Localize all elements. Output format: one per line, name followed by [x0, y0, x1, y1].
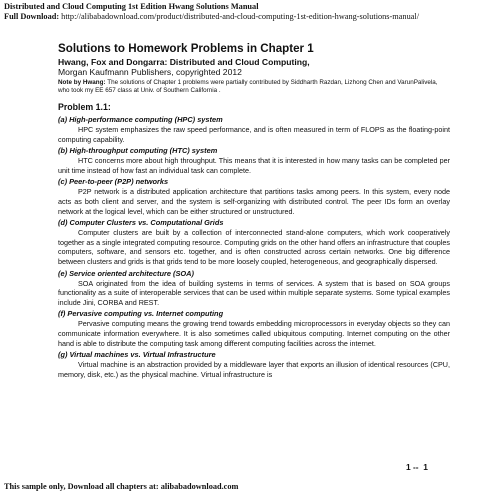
section-body: SOA originated from the idea of building systems in terms of services. A system that is based on SOA groups functionality as a suite of interoperable services that can be used within multiple separate systems. Some typical examples include Jini, CORBA and REST. [58, 278, 450, 307]
section-heading: (c) Peer-to-peer (P2P) networks [58, 177, 169, 187]
section-heading: (a) High-performance computing (HPC) system [58, 115, 223, 124]
section-heading: (f) Pervasive computing vs. Internet computing [58, 309, 224, 319]
section-g [58, 350, 450, 379]
document-authors: Hwang, Fox and Dongarra: Distributed and Cloud Computing, [58, 57, 310, 67]
section-heading: (d) Computer Clusters vs. Computational Grids [58, 218, 224, 228]
download-label: Full Download: [4, 12, 60, 21]
header-banner [4, 2, 419, 22]
section-body: HTC concerns more about high throughput. This means that it is interested in how many tasks can be completed per unit time instead of how fast an individual task can complete. [58, 156, 450, 175]
section-heading: (b) High-throughput computing (HTC) system [58, 146, 218, 156]
section-c [58, 177, 450, 216]
section-b [58, 146, 450, 175]
document-publisher: Morgan Kaufmann Publishers, copyrighted 2012 [58, 67, 242, 77]
document-note [58, 79, 450, 95]
banner-title: Distributed and Cloud Computing 1st Edition Hwang Solutions Manual [4, 2, 259, 11]
section-a [58, 115, 450, 144]
note-label: Note by Hwang: [58, 79, 106, 86]
section-heading: (e) Service oriented architecture (SOA) [58, 268, 194, 278]
note-text: The solutions of Chapter 1 problems were partially contributed by Siddharth Razdan, Lizhong Chen and VarunPalivela, who took my EE 657 class at Univ. of Southern California . [58, 79, 438, 94]
section-body: Virtual machine is an abstraction provided by a middleware layer that exports an illusion of identical resources (CPU, memory, disk, etc.) as the physical machine. Virtual infrastructure is [58, 360, 450, 379]
section-d [58, 218, 450, 266]
problem-heading: Problem 1.1: [58, 102, 111, 112]
footer-banner: This sample only, Download all chapters at: alibabadownload.com [4, 482, 239, 491]
section-f [58, 309, 450, 348]
section-body: Pervasive computing means the growing trend towards embedding microprocessors in everyday objects so they can communicate information everywhere. It is also sometimes called ubiquitous computing. Internet computing on the other hand is able to distribute the computing task among different computing facilities across the internet. [58, 319, 450, 348]
document-title: Solutions to Homework Problems in Chapter 1 [58, 42, 314, 55]
document-content [58, 42, 450, 381]
section-body: Computer clusters are built by a collection of interconnected stand-alone computers, which work cooperatively together as a single integrated computing resource. Computing grids on the other hand offers an infrastructure that couples computers, software, and sensors etc. together, and is often constructed across certain networks. One big difference between clusters and grids is that grids tend to be more loosely coupled, heterogeneous, and geographically dispersed. [58, 228, 450, 266]
download-link[interactable]: http://alibabadownload.com/product/distributed-and-cloud-computing-1st-edition-hwang-solutions-manual/ [61, 12, 420, 21]
section-body: P2P network is a distributed application architecture that partitions tasks among peers. In this system, every node acts as both client and server, and the system is self-organizing with distributed control. The peer IDs form an overlay network at the logical level, which can be either structured or unstructured. [58, 187, 450, 216]
section-heading: (g) Virtual machines vs. Virtual Infrastructure [58, 350, 216, 360]
page-number: 1 -- 1 [406, 462, 428, 472]
section-e [58, 269, 450, 308]
banner-download-line [4, 12, 419, 22]
section-body: HPC system emphasizes the raw speed performance, and is often measured in term of FLOPS as the floating-point computing capability. [58, 125, 450, 144]
